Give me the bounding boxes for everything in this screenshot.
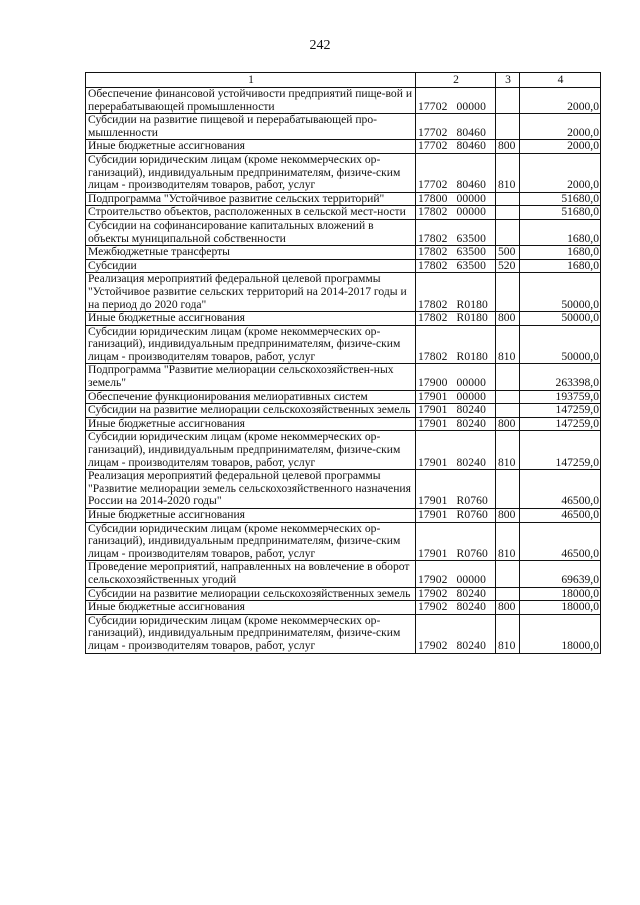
- row-code: [416, 246, 496, 260]
- table-row: [86, 509, 601, 523]
- row-amount: 193759,0: [520, 390, 601, 404]
- row-expense-type: [496, 219, 520, 245]
- row-amount: 51680,0: [520, 192, 601, 206]
- row-code-program: 17802: [418, 245, 448, 259]
- row-code: [416, 509, 496, 523]
- table-row: [86, 140, 601, 154]
- table-row: [86, 246, 601, 260]
- row-code-direction: 80240: [456, 587, 486, 600]
- row-amount: 18000,0: [520, 614, 601, 653]
- row-code-direction: R0760: [456, 546, 488, 560]
- row-code-program: 17902: [418, 587, 448, 600]
- table-row: [86, 601, 601, 615]
- row-expense-type: [496, 273, 520, 312]
- row-name: Субсидии юридическим лицам (кроме некоммерческих ор-ганизаций), индивидуальным предпринимателям, физиче-ским лицам - производителям товаров, работ, услуг: [86, 522, 416, 561]
- row-code-program: 17702: [418, 139, 448, 153]
- row-code-program: 17800: [418, 192, 448, 205]
- row-code-program: 17901: [418, 390, 448, 403]
- table-row: [86, 153, 601, 192]
- row-code: [416, 88, 496, 114]
- row-expense-type: [496, 404, 520, 418]
- row-name: Подпрограмма "Развитие мелиорации сельскохозяйствен-ных земель": [86, 364, 416, 390]
- row-name: Реализация мероприятий федеральной целевой программы "Развитие мелиорации земель сельскохозяйственного назначения России на 2014-2020 годы": [86, 470, 416, 509]
- row-code-direction: 80240: [456, 455, 486, 469]
- budget-table: [85, 72, 601, 654]
- table-row: [86, 312, 601, 326]
- table-row: [86, 390, 601, 404]
- row-code-program: 17901: [418, 455, 448, 469]
- row-amount: 50000,0: [520, 273, 601, 312]
- row-name: Субсидии юридическим лицам (кроме некоммерческих ор-ганизаций), индивидуальным предпринимателям, физиче-ским лицам - производителям товаров, работ, услуг: [86, 614, 416, 653]
- row-code: [416, 364, 496, 390]
- row-code-direction: R0180: [456, 297, 488, 311]
- row-code: [416, 561, 496, 587]
- row-expense-type: [496, 88, 520, 114]
- row-name: Субсидии юридическим лицам (кроме некоммерческих ор-ганизаций), индивидуальным предпринимателям, физиче-ским лицам - производителям товаров, работ, услуг: [86, 431, 416, 470]
- row-name: Строительство объектов, расположенных в сельской мест-ности: [86, 206, 416, 220]
- row-code-program: 17901: [418, 546, 448, 560]
- row-code-program: 17802: [418, 205, 448, 219]
- table-header-row: [86, 73, 601, 88]
- row-code-program: 17902: [418, 572, 448, 586]
- row-code-program: 17802: [418, 349, 448, 363]
- row-code-direction: R0760: [456, 508, 488, 521]
- row-expense-type: 810: [496, 614, 520, 653]
- row-code-direction: 80240: [456, 638, 486, 652]
- row-amount: 18000,0: [520, 601, 601, 615]
- row-code: [416, 404, 496, 418]
- table-row: [86, 404, 601, 418]
- column-header-name: 1: [86, 73, 416, 88]
- column-header-amount: 4: [520, 73, 601, 88]
- row-expense-type: 810: [496, 325, 520, 364]
- row-name: Межбюджетные трансферты: [86, 246, 416, 260]
- row-code: [416, 312, 496, 326]
- row-amount: 50000,0: [520, 312, 601, 326]
- table-row: [86, 561, 601, 587]
- table-row: [86, 431, 601, 470]
- row-code-program: 17702: [418, 178, 448, 192]
- row-name: Иные бюджетные ассигнования: [86, 601, 416, 615]
- row-code-direction: 80460: [456, 139, 486, 153]
- row-code-direction: R0180: [456, 311, 488, 325]
- table-row: [86, 219, 601, 245]
- row-code-direction: 00000: [456, 376, 486, 390]
- row-expense-type: 800: [496, 140, 520, 154]
- row-amount: 2000,0: [520, 140, 601, 154]
- row-name: Субсидии на софинансирование капитальных вложений в объекты муниципальной собственности: [86, 219, 416, 245]
- column-header-type: 3: [496, 73, 520, 88]
- row-code: [416, 431, 496, 470]
- row-name: Субсидии на развитие мелиорации сельскохозяйственных земель: [86, 587, 416, 601]
- row-code-direction: 63500: [456, 259, 486, 272]
- table-row: [86, 522, 601, 561]
- row-expense-type: 810: [496, 522, 520, 561]
- row-code-direction: R0180: [456, 349, 488, 363]
- row-name: Субсидии на развитие мелиорации сельскохозяйственных земель: [86, 404, 416, 418]
- table-row: [86, 614, 601, 653]
- row-expense-type: [496, 561, 520, 587]
- row-name: Иные бюджетные ассигнования: [86, 417, 416, 431]
- row-name: Иные бюджетные ассигнования: [86, 312, 416, 326]
- row-amount: 147259,0: [520, 404, 601, 418]
- row-code: [416, 192, 496, 206]
- row-amount: 263398,0: [520, 364, 601, 390]
- row-name: Субсидии на развитие пищевой и перерабатывающей про-мышленности: [86, 114, 416, 140]
- row-code-program: 17901: [418, 417, 448, 430]
- row-code-direction: R0760: [456, 494, 488, 508]
- row-code: [416, 390, 496, 404]
- row-code-direction: 63500: [456, 231, 486, 245]
- row-code-program: 17802: [418, 231, 448, 245]
- row-code-direction: 80460: [456, 178, 486, 192]
- row-amount: 50000,0: [520, 325, 601, 364]
- row-amount: 46500,0: [520, 470, 601, 509]
- row-amount: 147259,0: [520, 431, 601, 470]
- row-expense-type: [496, 470, 520, 509]
- row-amount: 1680,0: [520, 219, 601, 245]
- row-code: [416, 114, 496, 140]
- row-code-program: 17802: [418, 311, 448, 325]
- row-code-program: 17901: [418, 494, 448, 508]
- row-code-direction: 80240: [456, 403, 486, 417]
- row-amount: 2000,0: [520, 88, 601, 114]
- row-amount: 1680,0: [520, 246, 601, 260]
- row-code-direction: 00000: [456, 205, 486, 219]
- row-code-program: 17901: [418, 403, 448, 417]
- row-code: [416, 273, 496, 312]
- row-expense-type: [496, 587, 520, 601]
- row-code: [416, 614, 496, 653]
- row-code: [416, 417, 496, 431]
- row-code-direction: 80240: [456, 417, 486, 430]
- row-code-program: 17900: [418, 376, 448, 390]
- row-expense-type: 800: [496, 601, 520, 615]
- row-name: Субсидии юридическим лицам (кроме некоммерческих ор-ганизаций), индивидуальным предпринимателям, физиче-ским лицам - производителям товаров, работ, услуг: [86, 325, 416, 364]
- row-code-program: 17901: [418, 508, 448, 521]
- row-expense-type: 500: [496, 246, 520, 260]
- row-amount: 18000,0: [520, 587, 601, 601]
- table-row: [86, 587, 601, 601]
- row-amount: 46500,0: [520, 522, 601, 561]
- row-expense-type: 810: [496, 153, 520, 192]
- row-amount: 69639,0: [520, 561, 601, 587]
- row-code-direction: 00000: [456, 192, 486, 205]
- row-expense-type: 800: [496, 509, 520, 523]
- row-amount: 51680,0: [520, 206, 601, 220]
- row-name: Реализация мероприятий федеральной целевой программы "Устойчивое развитие сельских территорий на 2014-2017 годы и на период до 2020 года": [86, 273, 416, 312]
- row-code: [416, 470, 496, 509]
- row-amount: 1680,0: [520, 259, 601, 273]
- page-number: 242: [309, 38, 331, 53]
- row-code-program: 17702: [418, 99, 448, 113]
- row-expense-type: 800: [496, 417, 520, 431]
- row-code-direction: 63500: [456, 245, 486, 259]
- row-name: Субсидии юридическим лицам (кроме некоммерческих ор-ганизаций), индивидуальным предпринимателям, физиче-ским лицам - производителям товаров, работ, услуг: [86, 153, 416, 192]
- row-name: Субсидии: [86, 259, 416, 273]
- table-row: [86, 114, 601, 140]
- row-name: Обеспечение финансовой устойчивости предприятий пище-вой и перерабатывающей промышленности: [86, 88, 416, 114]
- row-expense-type: 520: [496, 259, 520, 273]
- row-code-direction: 00000: [456, 390, 486, 403]
- row-code: [416, 325, 496, 364]
- row-code-program: 17902: [418, 638, 448, 652]
- row-code-program: 17702: [418, 125, 448, 139]
- table-row: [86, 417, 601, 431]
- row-code-direction: 80240: [456, 600, 486, 614]
- row-code: [416, 522, 496, 561]
- row-amount: 46500,0: [520, 509, 601, 523]
- table-row: [86, 206, 601, 220]
- table-row: [86, 325, 601, 364]
- row-name: Иные бюджетные ассигнования: [86, 140, 416, 154]
- row-code: [416, 140, 496, 154]
- row-code-program: 17902: [418, 600, 448, 614]
- row-amount: 2000,0: [520, 114, 601, 140]
- row-name: Обеспечение функционирования мелиоративных систем: [86, 390, 416, 404]
- row-code-program: 17802: [418, 259, 448, 272]
- row-code-direction: 80460: [456, 125, 486, 139]
- table-body: [86, 88, 601, 654]
- column-header-code: 2: [416, 73, 496, 88]
- row-amount: 147259,0: [520, 417, 601, 431]
- table-row: [86, 470, 601, 509]
- row-code: [416, 587, 496, 601]
- row-expense-type: [496, 192, 520, 206]
- row-name: Подпрограмма "Устойчивое развитие сельских территорий": [86, 192, 416, 206]
- table-row: [86, 364, 601, 390]
- row-expense-type: 800: [496, 312, 520, 326]
- row-expense-type: [496, 390, 520, 404]
- row-code: [416, 219, 496, 245]
- table-row: [86, 88, 601, 114]
- row-code-program: 17802: [418, 297, 448, 311]
- row-code: [416, 153, 496, 192]
- row-expense-type: 810: [496, 431, 520, 470]
- row-amount: 2000,0: [520, 153, 601, 192]
- row-expense-type: [496, 364, 520, 390]
- row-name: Проведение мероприятий, направленных на вовлечение в оборот сельскохозяйственных угодий: [86, 561, 416, 587]
- row-code-direction: 00000: [456, 99, 486, 113]
- row-code: [416, 206, 496, 220]
- row-code: [416, 259, 496, 273]
- row-code: [416, 601, 496, 615]
- table-row: [86, 273, 601, 312]
- row-name: Иные бюджетные ассигнования: [86, 509, 416, 523]
- table-row: [86, 192, 601, 206]
- row-code-direction: 00000: [456, 572, 486, 586]
- table-row: [86, 259, 601, 273]
- row-expense-type: [496, 114, 520, 140]
- row-expense-type: [496, 206, 520, 220]
